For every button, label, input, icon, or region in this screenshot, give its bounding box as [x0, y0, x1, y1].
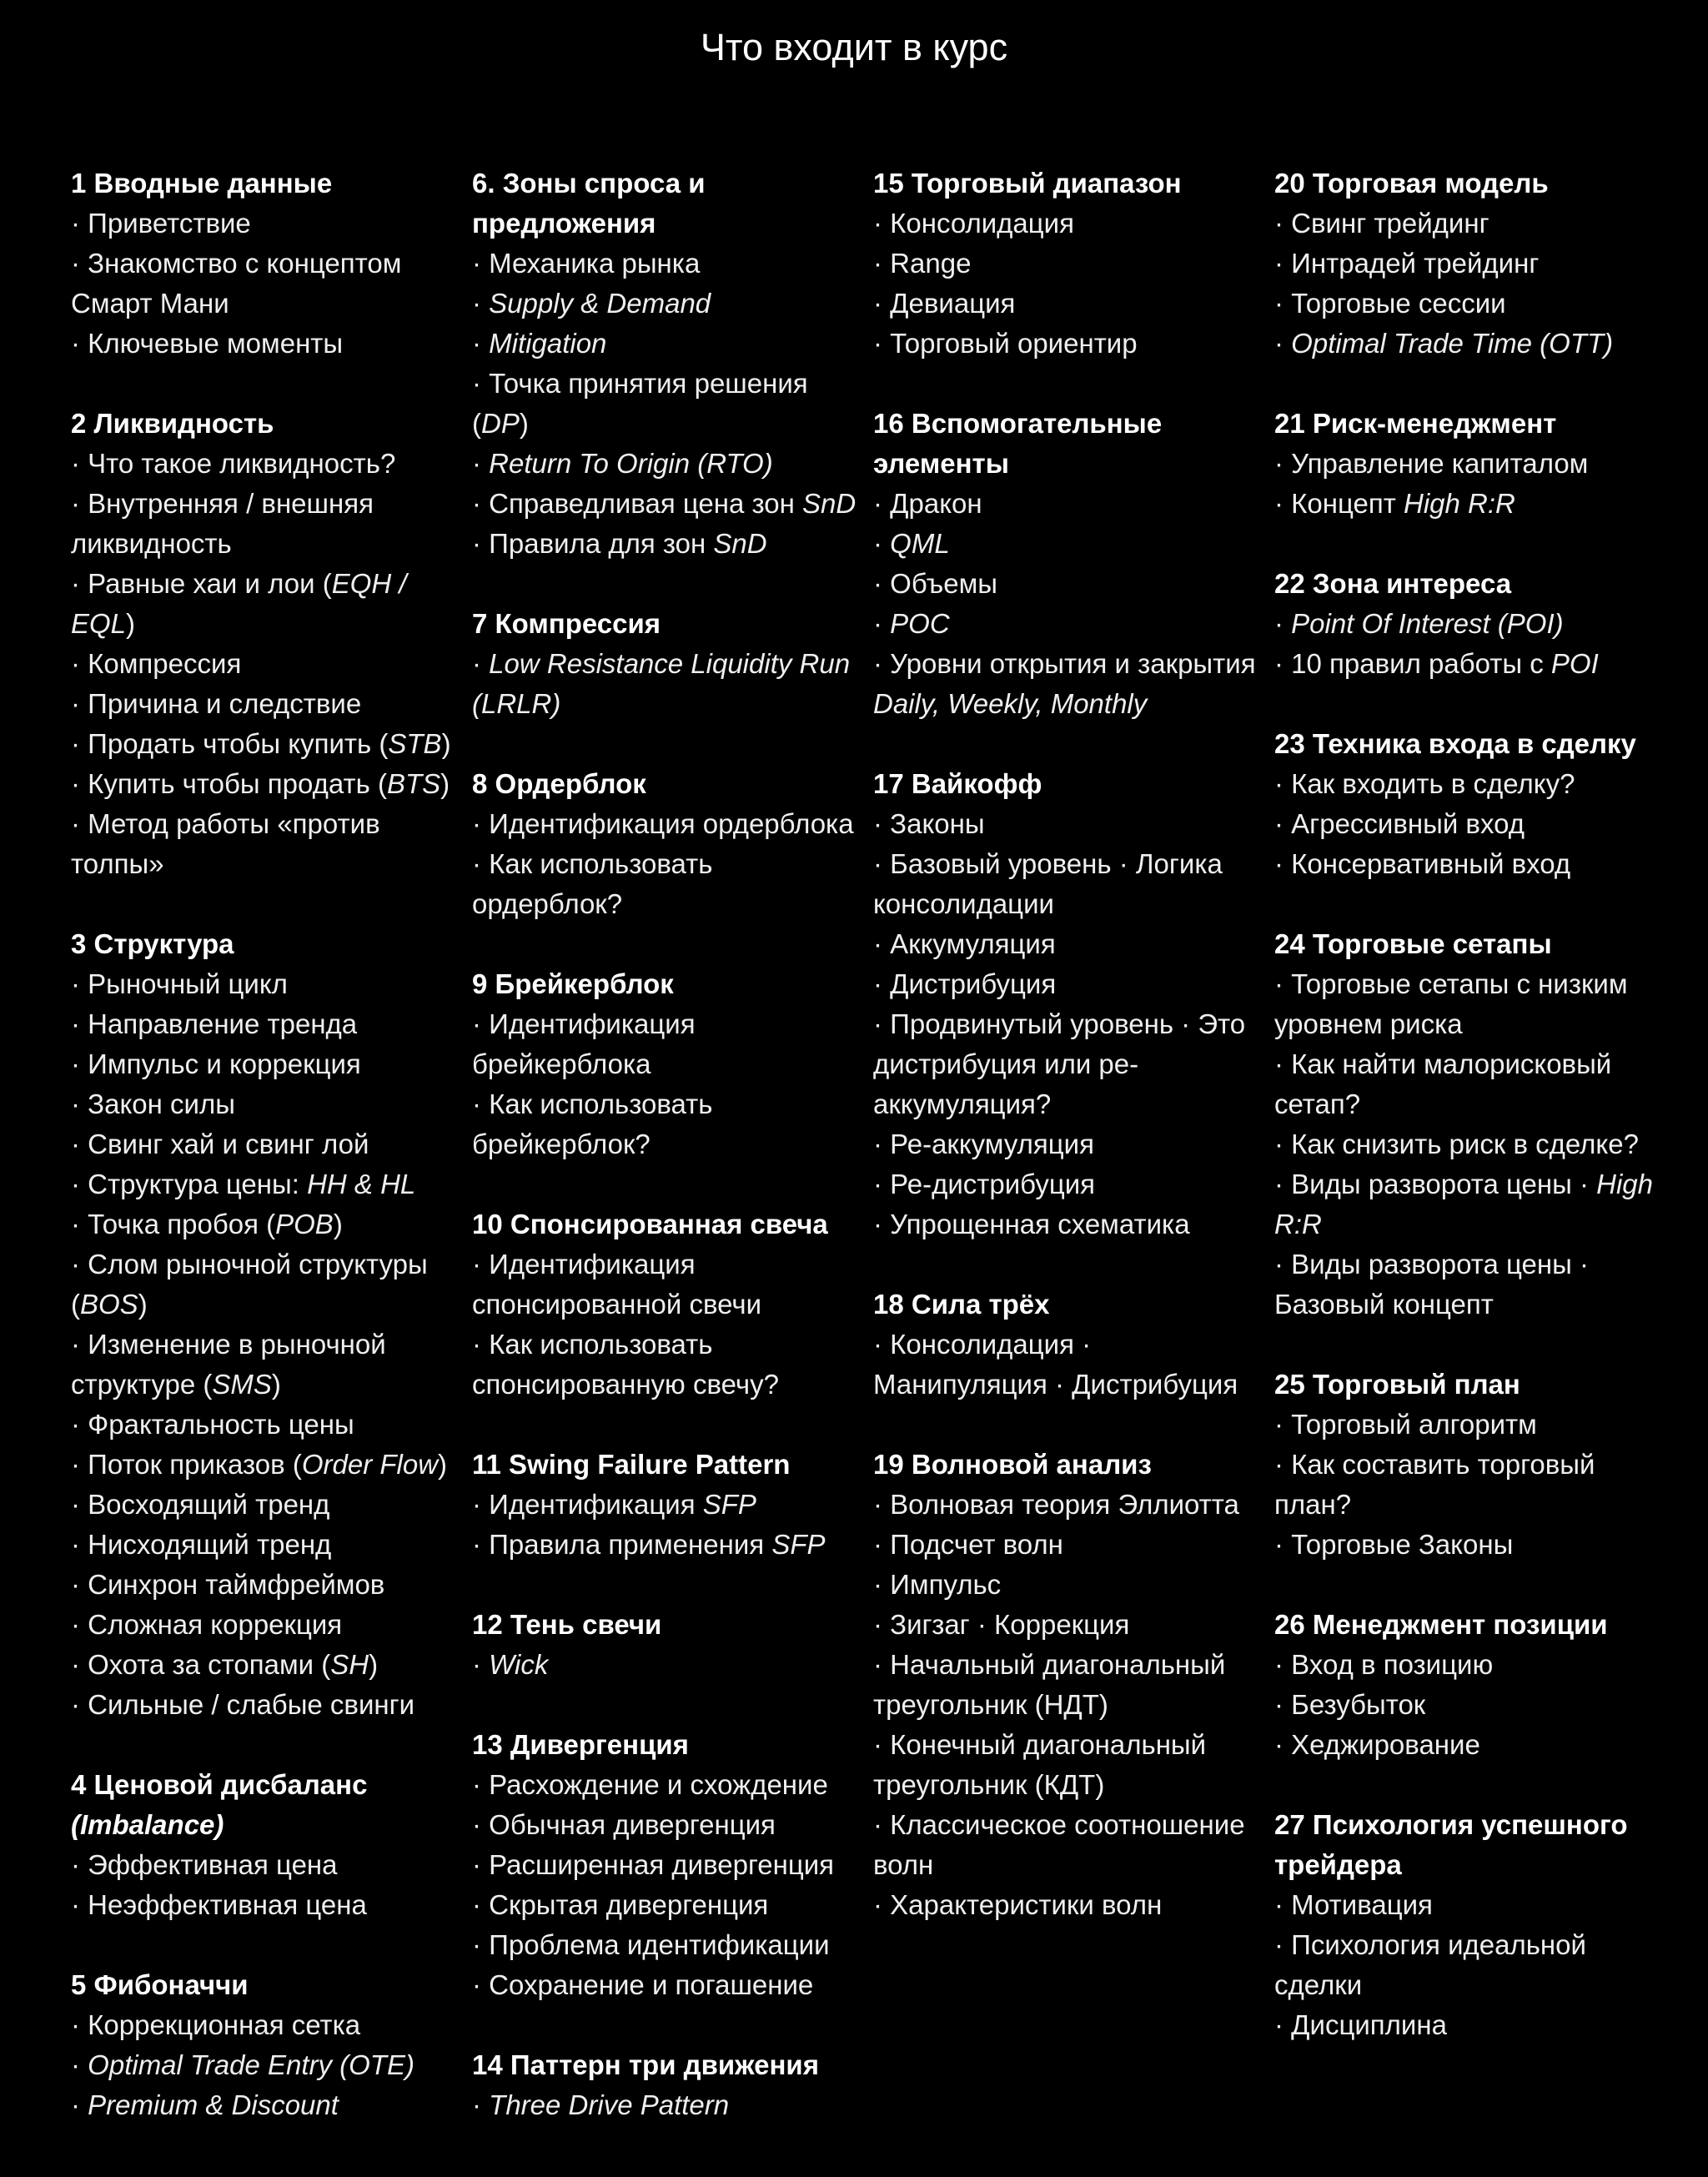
course-section	[472, 1445, 863, 1565]
course-item: · Охота за стопами (SH)	[71, 1649, 379, 1680]
course-item: · Продать чтобы купить (STB)	[71, 728, 451, 759]
course-section	[873, 1445, 1264, 1925]
course-item: · Психология идеальной сделки	[1274, 1929, 1586, 2000]
course-item: · Правила применения SFP	[472, 1529, 826, 1560]
course-item: · Базовый уровень · Логика консолидации	[873, 848, 1223, 919]
section-header: 1 Вводные данные	[71, 168, 333, 199]
course-item: · Свинг трейдинг	[1274, 208, 1489, 239]
course-item: · Поток приказов (Order Flow)	[71, 1449, 448, 1480]
section-header: 19 Волновой анализ	[873, 1449, 1152, 1480]
course-item: · Консолидация	[873, 208, 1074, 239]
course-item: · Return To Origin (RTO)	[472, 448, 773, 479]
course-item: · Как использовать брейкерблок?	[472, 1088, 713, 1159]
section-header: 5 Фибоначчи	[71, 1969, 249, 2000]
course-item: · Интрадей трейдинг	[1274, 248, 1540, 279]
course-columns	[71, 163, 1708, 2165]
course-item: · Метод работы «против толпы»	[71, 808, 380, 879]
course-item: · Supply & Demand	[472, 288, 711, 319]
course-item: · Направление тренда	[71, 1008, 358, 1039]
course-item: · Wick	[472, 1649, 549, 1680]
column-4	[1274, 163, 1675, 2085]
course-item: · Three Drive Pattern	[472, 2089, 730, 2120]
section-header: 14 Паттерн три движения	[472, 2049, 819, 2080]
course-item: · Торговые сетапы с низким уровнем риска	[1274, 968, 1628, 1039]
course-section	[873, 764, 1264, 1244]
course-item: · Концепт High R:R	[1274, 488, 1515, 519]
course-item: · Range	[873, 248, 972, 279]
course-item: · Структура цены: HH & HL	[71, 1169, 416, 1199]
course-item: · Проблема идентификации	[472, 1929, 830, 1960]
course-item: · Эффективная цена	[71, 1849, 338, 1880]
course-item: · Скрытая дивергенция	[472, 1889, 769, 1920]
course-item: · Правила для зон SnD	[472, 528, 767, 559]
course-item: · Объемы	[873, 568, 998, 599]
course-item: · Хеджирование	[1274, 1729, 1480, 1760]
course-item: · Дисциплина	[1274, 2009, 1447, 2040]
course-item: · Дракон	[873, 488, 982, 519]
course-item: · Импульс и коррекция	[71, 1048, 361, 1079]
course-item: · Подсчет волн	[873, 1529, 1063, 1560]
page-title: Что входит в курс	[700, 26, 1008, 68]
course-section	[1274, 1805, 1665, 2045]
course-section	[1274, 724, 1665, 884]
course-item: · QML	[873, 528, 950, 559]
course-section	[1274, 404, 1665, 524]
course-item: · Что такое ликвидность?	[71, 448, 396, 479]
course-section	[71, 1765, 462, 1925]
course-section	[1274, 163, 1665, 364]
course-item: · Расширенная дивергенция	[472, 1849, 835, 1880]
course-item: · Агрессивный вход	[1274, 808, 1525, 839]
section-header: 22 Зона интереса	[1274, 568, 1512, 599]
course-item: · Как использовать спонсированную свечу?	[472, 1329, 779, 1400]
course-item: · POC	[873, 608, 950, 639]
course-item: · Точка пробоя (POB)	[71, 1209, 343, 1239]
course-item: · Управление капиталом	[1274, 448, 1589, 479]
course-item: · Ре-дистрибуция	[873, 1169, 1096, 1199]
course-item: · Идентификация спонсированной свечи	[472, 1249, 762, 1320]
course-item: · Купить чтобы продать (BTS)	[71, 768, 450, 799]
column-3	[873, 163, 1274, 1965]
course-item: · Сложная коррекция	[71, 1609, 343, 1640]
course-item: · Аккумуляция	[873, 928, 1056, 959]
course-section	[1274, 1605, 1665, 1765]
course-item: · Начальный диагональный треугольник (НДТ)	[873, 1649, 1226, 1720]
course-section	[472, 1725, 863, 2005]
course-item: · Как входить в сделку?	[1274, 768, 1575, 799]
section-header: 27 Психология успешного трейдера	[1274, 1809, 1628, 1880]
course-section	[71, 163, 462, 364]
course-item: · Фрактальность цены	[71, 1409, 354, 1440]
section-header: 20 Торговая модель	[1274, 168, 1549, 199]
course-item: · Как снизить риск в сделке?	[1274, 1129, 1639, 1159]
course-item: · Волновая теория Эллиотта	[873, 1489, 1239, 1520]
course-item: · Восходящий тренд	[71, 1489, 330, 1520]
course-section	[71, 1965, 462, 2125]
course-item: · Уровни открытия и закрытия Daily, Weekly, Monthly	[873, 648, 1256, 719]
course-item: · Mitigation	[472, 328, 607, 359]
course-item: · Идентификация SFP	[472, 1489, 756, 1520]
course-item: · Low Resistance Liquidity Run (LRLR)	[472, 648, 851, 719]
course-item: · Девиация	[873, 288, 1016, 319]
course-item: · Справедливая цена зон SnD	[472, 488, 857, 519]
section-header: 17 Вайкофф	[873, 768, 1042, 799]
course-item: · Механика рынка	[472, 248, 701, 279]
course-section	[1274, 924, 1665, 1325]
course-item: · Торговый алгоритм	[1274, 1409, 1537, 1440]
course-item: · Синхрон таймфреймов	[71, 1569, 385, 1600]
section-header: 3 Структура	[71, 928, 234, 959]
section-header: 16 Вспомогательные элементы	[873, 408, 1163, 479]
course-item: · Знакомство с концептом Смарт Мани	[71, 248, 402, 319]
course-section	[472, 163, 863, 564]
course-section	[472, 1204, 863, 1405]
course-item: · 10 правил работы с POI	[1274, 648, 1599, 679]
column-2	[472, 163, 873, 2165]
course-item: · Характеристики волн	[873, 1889, 1163, 1920]
column-1	[71, 163, 472, 2165]
course-section	[1274, 1365, 1665, 1565]
course-item: · Торговый ориентир	[873, 328, 1138, 359]
course-item: · Консервативный вход	[1274, 848, 1571, 879]
course-item: · Optimal Trade Time (OTT)	[1274, 328, 1614, 359]
course-section	[472, 2045, 863, 2125]
course-item: · Неэффективная цена	[71, 1889, 367, 1920]
section-header: 9 Брейкерблок	[472, 968, 674, 999]
course-item: · Консолидация · Манипуляция · Дистрибуция	[873, 1329, 1238, 1400]
course-item: · Вход в позицию	[1274, 1649, 1494, 1680]
course-item: · Слом рыночной структуры (BOS)	[71, 1249, 428, 1320]
section-header: 18 Сила трёх	[873, 1289, 1050, 1320]
course-item: · Дистрибуция	[873, 968, 1057, 999]
section-header: 4 Ценовой дисбаланс (Imbalance)	[71, 1769, 368, 1840]
course-section	[472, 604, 863, 724]
section-header: 15 Торговый диапазон	[873, 168, 1182, 199]
course-item: · Как использовать ордерблок?	[472, 848, 713, 919]
section-header: 7 Компрессия	[472, 608, 661, 639]
course-item: · Point Of Interest (POI)	[1274, 608, 1564, 639]
course-item: · Сильные / слабые свинги	[71, 1689, 415, 1720]
course-item: · Нисходящий тренд	[71, 1529, 332, 1560]
course-section	[1274, 564, 1665, 684]
course-item: · Расхождение и схождение	[472, 1769, 828, 1800]
course-item: · Классическое соотношение волн	[873, 1809, 1245, 1880]
course-item: · Закон силы	[71, 1088, 235, 1119]
course-item: · Рыночный цикл	[71, 968, 288, 999]
section-header: 2 Ликвидность	[71, 408, 274, 439]
section-header: 26 Менеджмент позиции	[1274, 1609, 1608, 1640]
course-item: · Торговые Законы	[1274, 1529, 1514, 1560]
course-section	[873, 163, 1264, 364]
course-item: · Мотивация	[1274, 1889, 1433, 1920]
section-header: 12 Тень свечи	[472, 1609, 662, 1640]
course-section	[71, 924, 462, 1725]
course-item: · Равные хаи и лои (EQH / EQL)	[71, 568, 407, 639]
course-item: · Зигзаг · Коррекция	[873, 1609, 1130, 1640]
course-item: · Обычная дивергенция	[472, 1809, 776, 1840]
course-item: · Сохранение и погашение	[472, 1969, 814, 2000]
section-header: 10 Спонсированная свеча	[472, 1209, 828, 1239]
section-header: 25 Торговый план	[1274, 1369, 1520, 1400]
course-item: · Идентификация брейкерблока	[472, 1008, 696, 1079]
section-header: 11 Swing Failure Pattern	[472, 1449, 791, 1480]
course-item: · Законы	[873, 808, 985, 839]
course-item: · Коррекционная сетка	[71, 2009, 361, 2040]
section-header: 21 Риск-менеджмент	[1274, 408, 1557, 439]
course-section	[873, 404, 1264, 724]
course-item: · Безубыток	[1274, 1689, 1426, 1720]
course-item: · Упрощенная схематика	[873, 1209, 1190, 1239]
section-header: 8 Ордерблок	[472, 768, 646, 799]
course-item: · Виды разворота цены · High R:R	[1274, 1169, 1654, 1239]
section-header: 6. Зоны спроса и предложения	[472, 168, 706, 239]
course-item: · Идентификация ордерблока	[472, 808, 854, 839]
course-section	[472, 1605, 863, 1685]
course-item: · Конечный диагональный треугольник (КДТ)	[873, 1729, 1207, 1800]
course-item: · Ключевые моменты	[71, 328, 344, 359]
course-section	[873, 1285, 1264, 1405]
course-item: · Ре-аккумуляция	[873, 1129, 1094, 1159]
course-item: · Изменение в рыночной структуре (SMS)	[71, 1329, 386, 1400]
course-item: · Приветствие	[71, 208, 251, 239]
course-item: · Продвинутый уровень · Это дистрибуция или ре-аккумуляция?	[873, 1008, 1246, 1119]
section-header: 24 Торговые сетапы	[1274, 928, 1552, 959]
course-item: · Виды разворота цены · Базовый концепт	[1274, 1249, 1589, 1320]
course-item: · Свинг хай и свинг лой	[71, 1129, 369, 1159]
section-header: 23 Техника входа в сделку	[1274, 728, 1636, 759]
course-item: · Внутренняя / внешняя ликвидность	[71, 488, 374, 559]
course-item: · Торговые сессии	[1274, 288, 1506, 319]
course-item: · Premium & Discount	[71, 2089, 339, 2120]
course-section	[472, 964, 863, 1164]
course-item: · Как составить торговый план?	[1274, 1449, 1595, 1520]
section-header: 13 Дивергенция	[472, 1729, 689, 1760]
course-item: · Как найти малорисковый сетап?	[1274, 1048, 1612, 1119]
course-item: · Optimal Trade Entry (OTE)	[71, 2049, 414, 2080]
course-item: · Импульс	[873, 1569, 1002, 1600]
course-item: · Компрессия	[71, 648, 242, 679]
course-section	[472, 764, 863, 924]
course-item: · Точка принятия решения (DP)	[472, 368, 808, 439]
course-section	[71, 404, 462, 884]
course-item: · Причина и следствие	[71, 688, 362, 719]
